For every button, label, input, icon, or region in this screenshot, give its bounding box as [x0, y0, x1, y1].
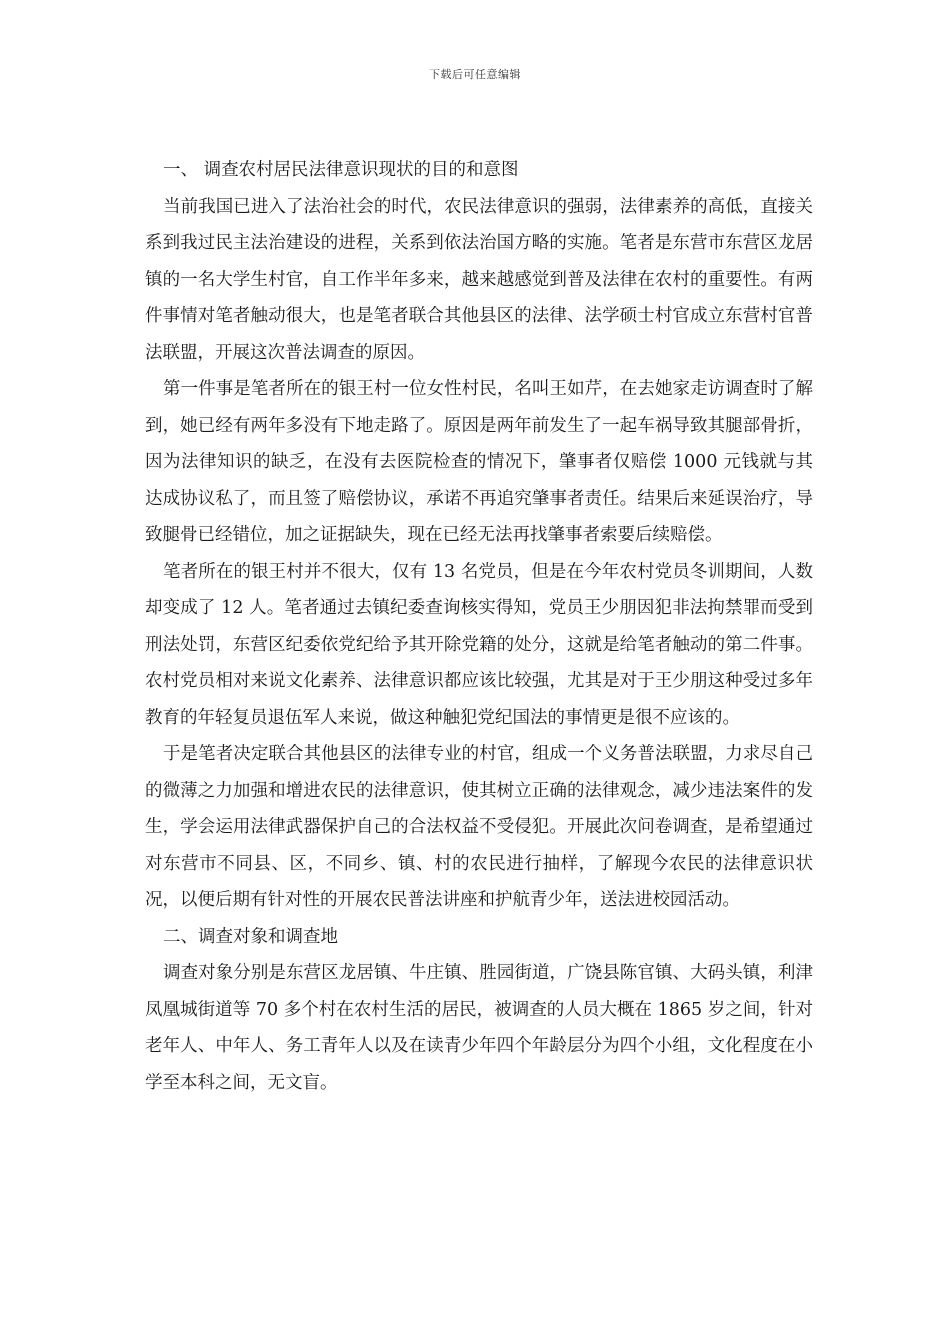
body-paragraph: 笔者所在的银王村并不很大，仅有 13 名党员，但是在今年农村党员冬训期间，人数却变成了 12 人。笔者通过去镇纪委查询核实得知，党员王少朋因犯非法拘禁罪而受到刑法处罚，东营区纪委依党纪给予其开除党籍的处分，这就是给笔者触动的第二件事。农村党员相对来说文化素养、法律意识都应该比较强，尤其是对于王少朋这种受过多年教育的年轻复员退伍军人来说，做这种触犯党纪国法的事情更是很不应该的。	[145, 561, 813, 728]
body-paragraph: 当前我国已进入了法治社会的时代，农民法律意识的强弱，法律素养的高低，直接关系到我过民主法治建设的进程，关系到依法治国方略的实施。笔者是东营市东营区龙居镇的一名大学生村官，自工作半年多来，越来越感觉到普及法律在农村的重要性。有两件事情对笔者触动很大，也是笔者联合其他县区的法律、法学硕士村官成立东营村官普法联盟，开展这次普法调查的原因。	[145, 196, 813, 363]
page-header: 下载后可任意编辑	[429, 68, 521, 81]
section-heading: 二、调查对象和调查地	[163, 926, 338, 947]
section-heading: 一、 调查农村居民法律意识现状的目的和意图	[163, 160, 519, 180]
body-paragraph: 于是笔者决定联合其他县区的法律专业的村官，组成一个义务普法联盟，力求尽自己的微薄之力加强和增进农民的法律意识，使其树立正确的法律观念，减少违法案件的发生，学会运用法律武器保护自己的合法权益不受侵犯。开展此次问卷调查，是希望通过对东营市不同县、区，不同乡、镇、村的农民进行抽样，了解现今农民的法律意识状况，以便后期有针对性的开展农民普法讲座和护航青少年，送法进校园活动。	[145, 744, 813, 910]
body-paragraph: 调查对象分别是东营区龙居镇、牛庄镇、胜园街道，广饶县陈官镇、大码头镇，利津凤凰城街道等 70 多个村在农村生活的居民，被调查的人员大概在 1865 岁之间，针对老年人、中年人、务工青年人以及在读青少年四个年龄层分为四个小组，文化程度在小学至本科之间，无文盲。	[145, 963, 813, 1093]
document-body	[145, 152, 813, 1101]
body-paragraph: 第一件事是笔者所在的银王村一位女性村民，名叫王如芹，在去她家走访调查时了解到，她已经有两年多没有下地走路了。原因是两年前发生了一起车祸导致其腿部骨折，因为法律知识的缺乏，在没有去医院检查的情况下，肇事者仅赔偿 1000 元钱就与其达成协议私了，而且签了赔偿协议，承诺不再追究肇事者责任。结果后来延误治疗，导致腿骨已经错位，加之证据缺失，现在已经无法再找肇事者索要后续赔偿。	[145, 379, 813, 545]
